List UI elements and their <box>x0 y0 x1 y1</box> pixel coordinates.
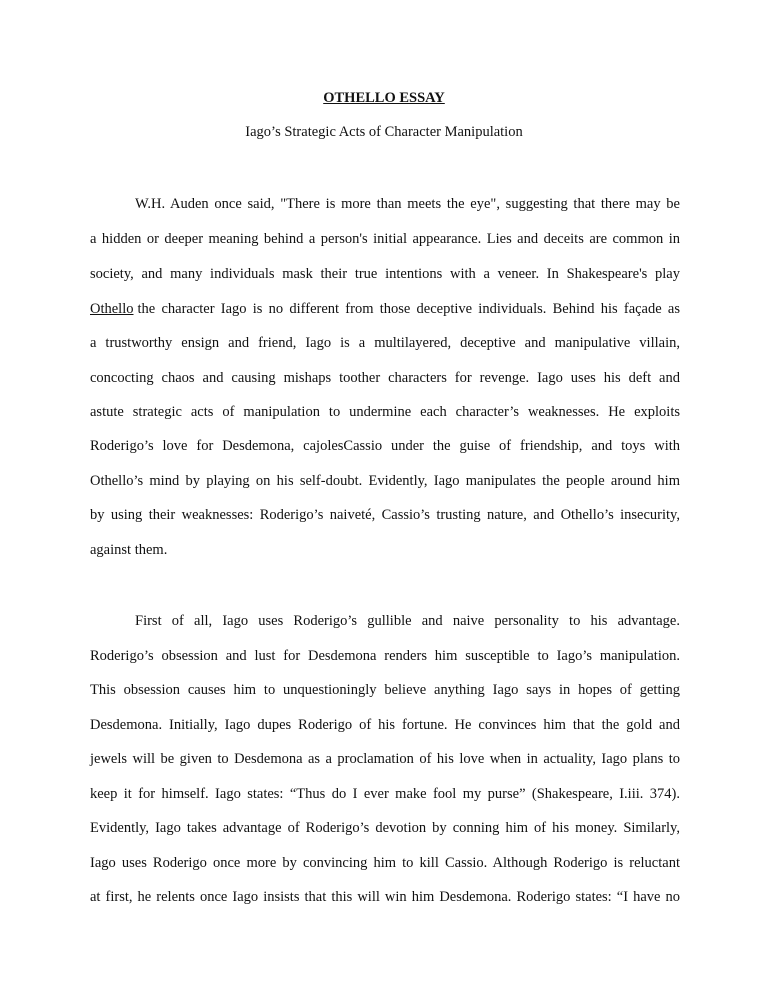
text-line: Roderigo’s love for Desdemona, cajolesCassio under the guise of friendship, and toys with <box>90 438 680 454</box>
text-line: society, and many individuals mask their true intentions with a veneer. In Shakespeare's play <box>90 266 680 282</box>
text-line: concocting chaos and causing mishaps toother characters for revenge. Iago uses his deft and <box>90 370 680 386</box>
text-line: astute strategic acts of manipulation to undermine each character’s weaknesses. He exploits <box>90 404 680 420</box>
text-line: by using their weaknesses: Roderigo’s naiveté, Cassio’s trusting nature, and Othello’s insecurity, <box>90 507 680 523</box>
text-line: Iago uses Roderigo once more by convincing him to kill Cassio. Although Roderigo is reluctant <box>90 855 680 871</box>
text-line: Evidently, Iago takes advantage of Roderigo’s devotion by conning him of his money. Similarly, <box>90 820 680 836</box>
text-line: a trustworthy ensign and friend, Iago is a multilayered, deceptive and manipulative villain, <box>90 335 680 351</box>
text-line: jewels will be given to Desdemona as a proclamation of his love when in actuality, Iago plans to <box>90 751 680 767</box>
text-line <box>90 299 680 319</box>
text-line: Desdemona. Initially, Iago dupes Roderigo of his fortune. He convinces him that the gold and <box>90 717 680 733</box>
text-line: First of all, Iago uses Roderigo’s gullible and naive personality to his advantage. <box>135 613 680 629</box>
text-line: Roderigo’s obsession and lust for Desdemona renders him susceptible to Iago’s manipulation. <box>90 648 680 664</box>
text-line-rest: the character Iago is no different from those deceptive individuals. Behind his façade as <box>137 301 680 317</box>
play-title: Othello <box>90 301 134 317</box>
essay-title: OTHELLO ESSAY <box>323 90 445 106</box>
text-line: W.H. Auden once said, "There is more than meets the eye", suggesting that there may be <box>135 196 680 212</box>
text-line: Othello’s mind by playing on his self-doubt. Evidently, Iago manipulates the people around him <box>90 473 680 489</box>
text-line: at first, he relents once Iago insists that this will win him Desdemona. Roderigo states: “I have no <box>90 889 680 905</box>
text-line: against them. <box>90 542 168 558</box>
text-line: This obsession causes him to unquestioningly believe anything Iago says in hopes of getting <box>90 682 680 698</box>
essay-subtitle: Iago’s Strategic Acts of Character Manipulation <box>245 124 523 140</box>
text-line: a hidden or deeper meaning behind a person's initial appearance. Lies and deceits are common in <box>90 231 680 247</box>
text-line: keep it for himself. Iago states: “Thus do I ever make fool my purse” (Shakespeare, I.iii. 374). <box>90 786 680 802</box>
